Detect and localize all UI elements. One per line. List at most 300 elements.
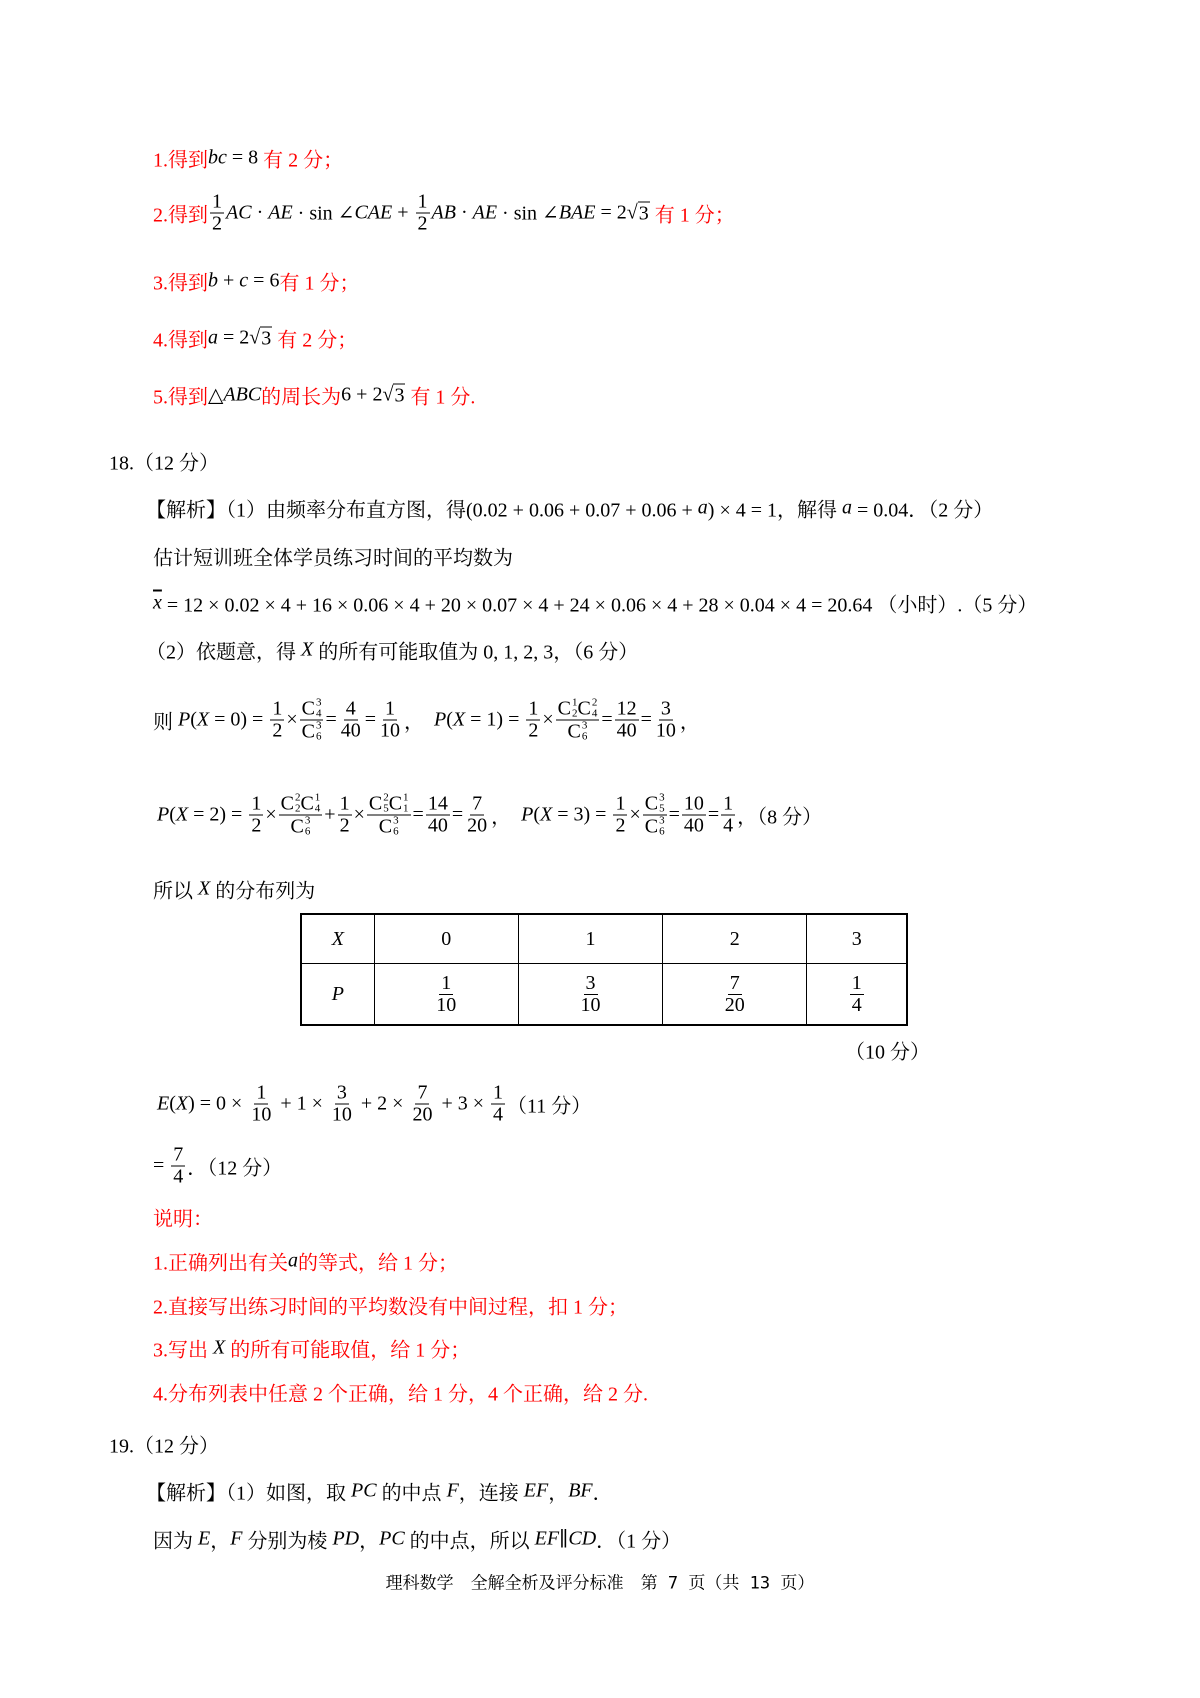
text: 有 1 分； bbox=[279, 272, 360, 295]
combination-sub: 6 bbox=[659, 825, 665, 838]
numerator bbox=[338, 794, 352, 816]
math-variable: ABC bbox=[223, 383, 262, 406]
text: = bbox=[412, 803, 424, 826]
text: ，连接 bbox=[458, 1482, 524, 1505]
combination-c: C bbox=[567, 720, 581, 742]
q18-prob-0-1 bbox=[153, 698, 700, 743]
denominator bbox=[426, 816, 450, 837]
combination bbox=[300, 793, 320, 815]
fraction bbox=[556, 698, 600, 743]
numerator bbox=[210, 192, 224, 214]
text: 1 bbox=[615, 792, 626, 815]
radical-sign: √ bbox=[626, 201, 638, 224]
math-variable: BF bbox=[568, 1479, 593, 1502]
text: 有 2 分； bbox=[272, 329, 358, 352]
combination-sub: 5 bbox=[383, 802, 389, 815]
q18-note-4 bbox=[153, 1378, 648, 1407]
text: 的分布列为 bbox=[210, 880, 316, 903]
math-variable: PD bbox=[332, 1527, 360, 1550]
math-variable: X bbox=[175, 803, 189, 826]
combination bbox=[568, 721, 588, 743]
text: + 1 × bbox=[275, 1092, 328, 1115]
combination-sup: 3 bbox=[393, 814, 399, 827]
distribution-table bbox=[300, 913, 908, 1026]
numerator bbox=[556, 698, 600, 721]
text: 4 bbox=[173, 1165, 184, 1188]
fraction bbox=[270, 699, 284, 742]
radicand: 3 bbox=[394, 384, 405, 407]
combination-c: C bbox=[301, 697, 315, 719]
text: 10 bbox=[436, 993, 457, 1016]
text: 20 bbox=[412, 1103, 433, 1126]
text: 1 bbox=[493, 1081, 504, 1104]
numerator bbox=[335, 1083, 349, 1105]
combination-c: C bbox=[301, 720, 315, 742]
fraction bbox=[378, 699, 402, 742]
math-text: = 2 bbox=[218, 326, 250, 349]
fraction bbox=[682, 794, 706, 837]
numerator bbox=[416, 192, 430, 214]
fraction bbox=[416, 192, 430, 235]
combination-sub: 4 bbox=[591, 707, 598, 720]
math-variable: CD bbox=[568, 1527, 597, 1550]
math-variable: F bbox=[446, 1479, 459, 1502]
math-text: = 6 bbox=[248, 269, 280, 292]
math-variable: P bbox=[178, 708, 191, 731]
text: ) × 4 = 1，解得 bbox=[707, 499, 842, 522]
text: 10 bbox=[655, 719, 676, 742]
numerator bbox=[415, 1083, 429, 1105]
text: 40 bbox=[616, 719, 637, 742]
math-variable: PC bbox=[379, 1527, 405, 1550]
math-variable: bc bbox=[208, 146, 227, 169]
denominator bbox=[721, 816, 735, 837]
math-text: = 2 bbox=[595, 201, 627, 224]
text: 的所有可能取值，给 1 分； bbox=[225, 1339, 471, 1362]
text: ， bbox=[404, 711, 435, 734]
denominator bbox=[579, 995, 603, 1016]
combination-sub: 2 bbox=[571, 707, 578, 720]
fraction bbox=[338, 794, 352, 837]
q18-note-2 bbox=[153, 1291, 628, 1320]
combination-indices bbox=[393, 816, 399, 838]
text: 则 bbox=[153, 711, 178, 734]
text: 1 bbox=[417, 190, 428, 213]
denominator bbox=[270, 721, 284, 742]
combination-indices bbox=[316, 721, 322, 743]
numerator bbox=[171, 1145, 185, 1167]
text: = 3) = bbox=[552, 803, 612, 826]
table-cell: 2 bbox=[663, 914, 807, 964]
text: 1 bbox=[212, 190, 222, 213]
numerator bbox=[470, 794, 484, 816]
text: ． bbox=[592, 1482, 613, 1505]
text: 1 bbox=[251, 792, 262, 815]
q19-solution-1 bbox=[146, 1477, 613, 1506]
text: ， bbox=[210, 1530, 231, 1553]
math-variable: CAE bbox=[354, 201, 393, 224]
text: 因为 bbox=[153, 1530, 198, 1553]
text: 40 bbox=[340, 719, 361, 742]
text: = bbox=[668, 803, 680, 826]
denominator bbox=[300, 721, 324, 743]
combination-sup: 3 bbox=[581, 719, 588, 732]
denominator bbox=[615, 721, 639, 742]
math-variable: AC bbox=[226, 201, 252, 224]
numerator bbox=[426, 794, 450, 816]
text: 2.直接写出练习时间的平均数没有中间过程，扣 1 分； bbox=[153, 1296, 628, 1319]
text: 1 bbox=[851, 971, 862, 994]
denominator bbox=[330, 1105, 354, 1126]
fraction bbox=[367, 793, 411, 838]
text: = bbox=[325, 708, 337, 731]
numerator bbox=[279, 793, 323, 816]
text: 4 bbox=[493, 1103, 504, 1126]
text: 1 bbox=[385, 697, 396, 720]
text: = bbox=[364, 708, 377, 731]
text: （11 分） bbox=[507, 1095, 592, 1118]
math-variable: X bbox=[175, 1092, 189, 1115]
denominator bbox=[566, 721, 590, 743]
note-17-1 bbox=[153, 144, 343, 173]
text: + 3 × bbox=[436, 1092, 490, 1115]
text: = 2) = bbox=[188, 803, 248, 826]
combination bbox=[281, 793, 301, 815]
text: × bbox=[353, 803, 365, 826]
radicand: 3 bbox=[261, 327, 272, 350]
denominator bbox=[465, 816, 489, 837]
math-variable: AE bbox=[268, 201, 293, 224]
denominator bbox=[682, 816, 706, 837]
q18-dist-intro bbox=[153, 875, 315, 904]
text: 【解析】（1）如图，取 bbox=[146, 1482, 351, 1505]
square-root bbox=[382, 384, 405, 407]
numerator bbox=[254, 1083, 268, 1105]
combination-sup: 1 bbox=[571, 696, 578, 709]
denominator bbox=[339, 721, 363, 742]
math-variable: a bbox=[697, 496, 708, 519]
combination bbox=[302, 721, 322, 743]
radical-sign: √ bbox=[249, 326, 261, 349]
text: = 12 × 0.02 × 4 + 16 × 0.06 × 4 + 20 × 0.07 × 4 + 24 × 0.06 × 4 + 28 × 0.04 × 4 = 20.64 （小时）.（5 分） bbox=[161, 594, 1038, 617]
text: 的所有可能取值为 0, 1, 2, 3，（6 分） bbox=[313, 641, 639, 664]
fraction bbox=[654, 699, 678, 742]
q18-solution-2 bbox=[153, 542, 513, 571]
text: × bbox=[542, 708, 554, 731]
numerator bbox=[615, 699, 639, 721]
fraction bbox=[465, 794, 489, 837]
denominator bbox=[378, 721, 402, 742]
math-variable: EF bbox=[523, 1479, 549, 1502]
text: 分别为棱 bbox=[242, 1530, 333, 1553]
text: 有 2 分； bbox=[263, 149, 344, 172]
text: 20 bbox=[724, 993, 745, 1016]
text: 1 bbox=[339, 792, 350, 815]
text: ∥ bbox=[559, 1528, 569, 1551]
combination bbox=[302, 698, 322, 720]
text: 2 bbox=[528, 719, 539, 742]
math-variable: E bbox=[157, 1092, 170, 1115]
math-text: = 8 bbox=[226, 146, 264, 169]
math-variable: E bbox=[198, 1527, 211, 1550]
q18-note-3 bbox=[153, 1334, 470, 1363]
q18-mean bbox=[153, 589, 1037, 618]
math-variable: P bbox=[157, 803, 170, 826]
math-variable: BAE bbox=[558, 201, 596, 224]
table-header-p: P bbox=[301, 964, 374, 1026]
math-text: · sin ∠ bbox=[292, 202, 355, 225]
table-cell bbox=[374, 964, 518, 1026]
text: 7 bbox=[417, 1081, 428, 1104]
text: 1 bbox=[528, 697, 539, 720]
text: ，（8 分） bbox=[737, 806, 823, 829]
text: 20 bbox=[467, 814, 488, 837]
text: 3 bbox=[660, 697, 671, 720]
text: 10 bbox=[380, 719, 401, 742]
combination-sup: 1 bbox=[403, 791, 409, 804]
text: + bbox=[324, 803, 336, 826]
numerator bbox=[643, 793, 667, 816]
text: 4 bbox=[851, 993, 862, 1016]
fraction bbox=[615, 699, 639, 742]
combination-sup: 3 bbox=[315, 696, 322, 709]
text: 10 bbox=[331, 1103, 352, 1126]
text: 1.正确列出有关 bbox=[153, 1252, 288, 1275]
radical-sign: √ bbox=[382, 383, 394, 406]
combination-sub: 6 bbox=[304, 825, 311, 838]
combination-indices bbox=[592, 698, 598, 720]
combination-sub: 5 bbox=[659, 802, 665, 815]
note-17-5 bbox=[153, 381, 475, 410]
math-variable: c bbox=[239, 269, 249, 292]
combination-sub: 4 bbox=[315, 707, 322, 720]
note-17-2 bbox=[153, 192, 735, 235]
combination-sub: 6 bbox=[581, 730, 588, 743]
fraction bbox=[434, 973, 458, 1016]
text: = bbox=[153, 1154, 170, 1177]
combination bbox=[558, 698, 578, 720]
math-variable: b bbox=[208, 269, 218, 292]
numerator bbox=[383, 699, 397, 721]
combination-sub: 4 bbox=[314, 802, 321, 815]
text: 7 bbox=[472, 792, 483, 815]
table-score: （10 分） bbox=[845, 1041, 930, 1064]
numerator bbox=[491, 1083, 505, 1105]
combination-sup: 2 bbox=[383, 791, 389, 804]
text: 有 1 分. bbox=[405, 386, 476, 409]
combination-c: C bbox=[644, 815, 659, 837]
q18-solution-1 bbox=[146, 494, 993, 523]
fraction bbox=[723, 973, 747, 1016]
denominator bbox=[434, 995, 458, 1016]
fraction bbox=[426, 794, 450, 837]
numerator bbox=[270, 699, 284, 721]
combination-indices bbox=[659, 793, 665, 815]
math-variable: a bbox=[208, 326, 218, 349]
text: 4 bbox=[723, 814, 734, 837]
text: 3 bbox=[585, 971, 596, 994]
math-text: △ bbox=[208, 384, 224, 407]
combination-c: C bbox=[280, 792, 294, 814]
text: 7 bbox=[729, 971, 740, 994]
combination-indices bbox=[659, 816, 665, 838]
fraction bbox=[330, 1083, 354, 1126]
combination-sup: 1 bbox=[314, 791, 321, 804]
fraction bbox=[300, 698, 324, 743]
numerator bbox=[850, 973, 864, 995]
text: ) = 0 × bbox=[188, 1092, 248, 1115]
combination-indices bbox=[582, 721, 588, 743]
text: ( bbox=[533, 803, 540, 826]
numerator bbox=[300, 698, 324, 721]
text: 5.得到 bbox=[153, 386, 208, 409]
fraction bbox=[249, 1083, 273, 1126]
fraction bbox=[613, 794, 627, 837]
combination bbox=[645, 793, 665, 815]
combination-sub: 6 bbox=[393, 825, 399, 838]
denominator bbox=[416, 214, 430, 235]
note-17-4 bbox=[153, 324, 357, 353]
text: 估计短训班全体学员练习时间的平均数为 bbox=[153, 547, 513, 570]
denominator bbox=[249, 816, 263, 837]
text: 4.得到 bbox=[153, 329, 208, 352]
text: 的等式，给 1 分； bbox=[298, 1252, 458, 1275]
text: 1 bbox=[256, 1081, 267, 1104]
numerator bbox=[659, 699, 673, 721]
text: 1 bbox=[272, 697, 283, 720]
math-variable: X bbox=[301, 638, 314, 661]
numerator bbox=[613, 794, 627, 816]
denominator bbox=[289, 816, 313, 838]
denominator bbox=[171, 1167, 185, 1188]
math-variable: EF bbox=[534, 1527, 560, 1550]
fraction bbox=[171, 1145, 185, 1188]
combination-sup: 2 bbox=[294, 791, 301, 804]
math-variable: X bbox=[213, 1336, 226, 1359]
combination-c: C bbox=[300, 792, 314, 814]
text: 4.分布列表中任意 2 个正确，给 1 分，4 个正确，给 2 分. bbox=[153, 1383, 648, 1406]
denominator bbox=[850, 995, 864, 1016]
text: 14 bbox=[427, 792, 448, 815]
math-text: · bbox=[251, 201, 269, 224]
text: 3 bbox=[336, 1081, 347, 1104]
text: 2 bbox=[417, 212, 428, 235]
numerator bbox=[682, 794, 706, 816]
text: ( bbox=[190, 708, 197, 731]
fraction bbox=[850, 973, 864, 1016]
square-root bbox=[249, 327, 272, 350]
text: 【解析】（1）由频率分布直方图，得(0.02 + 0.06 + 0.07 + 0.06 + bbox=[146, 499, 698, 522]
text: = bbox=[707, 803, 720, 826]
math-text: 6 + 2 bbox=[341, 383, 383, 406]
fraction bbox=[339, 699, 363, 742]
math-variable: X bbox=[452, 708, 466, 731]
denominator bbox=[491, 1105, 505, 1126]
text: ( bbox=[169, 803, 176, 826]
numerator bbox=[367, 793, 411, 816]
fraction bbox=[721, 794, 735, 837]
text: 40 bbox=[683, 814, 704, 837]
text: × bbox=[286, 708, 298, 731]
text: ， bbox=[359, 1530, 380, 1553]
text: 2 bbox=[251, 814, 262, 837]
combination-indices bbox=[315, 793, 321, 815]
text: 40 bbox=[427, 814, 448, 837]
text: ( bbox=[446, 708, 453, 731]
text: 10 bbox=[683, 792, 704, 815]
numerator bbox=[584, 973, 598, 995]
text: 的周长为 bbox=[261, 386, 342, 409]
text: + 2 × bbox=[355, 1092, 409, 1115]
square-root bbox=[627, 202, 650, 225]
fraction bbox=[643, 793, 667, 838]
combination bbox=[645, 816, 665, 838]
fraction bbox=[279, 793, 323, 838]
math-variable: a bbox=[288, 1249, 298, 1272]
text: 1.得到 bbox=[153, 149, 208, 172]
table-header-x: X bbox=[301, 914, 374, 964]
combination-c: C bbox=[388, 792, 403, 814]
text: ．（12 分） bbox=[187, 1157, 283, 1180]
text: 2.得到 bbox=[153, 204, 208, 227]
mean-symbol: $\overline{x}$ bbox=[153, 591, 162, 614]
combination bbox=[369, 793, 389, 815]
text: 的中点，所以 bbox=[404, 1530, 535, 1553]
text: ， bbox=[679, 711, 700, 734]
text: 有 1 分； bbox=[649, 204, 735, 227]
q19-heading: 19.（12 分） bbox=[109, 1435, 219, 1458]
text: = 0) = bbox=[209, 708, 269, 731]
combination-c: C bbox=[290, 815, 304, 837]
text: 10 bbox=[580, 993, 601, 1016]
text: ， bbox=[548, 1482, 569, 1505]
q18-expectation-result bbox=[153, 1145, 282, 1188]
math-variable: AE bbox=[472, 201, 498, 224]
text: ， bbox=[491, 806, 522, 829]
fraction bbox=[210, 192, 224, 235]
table-cell: 1 bbox=[518, 914, 662, 964]
table-row-p bbox=[301, 964, 907, 1026]
text: = bbox=[640, 708, 652, 731]
q18-expectation bbox=[157, 1083, 591, 1126]
combination-sup: 3 bbox=[304, 814, 311, 827]
combination-sub: 6 bbox=[315, 730, 322, 743]
q18-heading: 18.（12 分） bbox=[109, 452, 219, 475]
combination-indices bbox=[305, 816, 311, 838]
text: 的中点 bbox=[376, 1482, 447, 1505]
combination-indices bbox=[403, 793, 409, 815]
denominator bbox=[410, 1105, 434, 1126]
text: 3.得到 bbox=[153, 272, 208, 295]
math-variable: X bbox=[196, 708, 210, 731]
fraction bbox=[491, 1083, 505, 1126]
math-variable: AB bbox=[431, 201, 456, 224]
text: 7 bbox=[173, 1143, 184, 1166]
denominator bbox=[377, 816, 401, 838]
text: 2 bbox=[615, 814, 626, 837]
combination bbox=[291, 816, 311, 838]
q18-note-1 bbox=[153, 1247, 458, 1276]
q19-solution-2 bbox=[153, 1525, 681, 1554]
fraction bbox=[526, 699, 540, 742]
text: × bbox=[265, 803, 277, 826]
math-variable: P bbox=[434, 708, 447, 731]
denominator bbox=[210, 214, 224, 235]
combination-indices bbox=[316, 698, 322, 720]
text: （2）依题意，得 bbox=[146, 641, 301, 664]
table-cell bbox=[518, 964, 662, 1026]
table-cell: 0 bbox=[374, 914, 518, 964]
